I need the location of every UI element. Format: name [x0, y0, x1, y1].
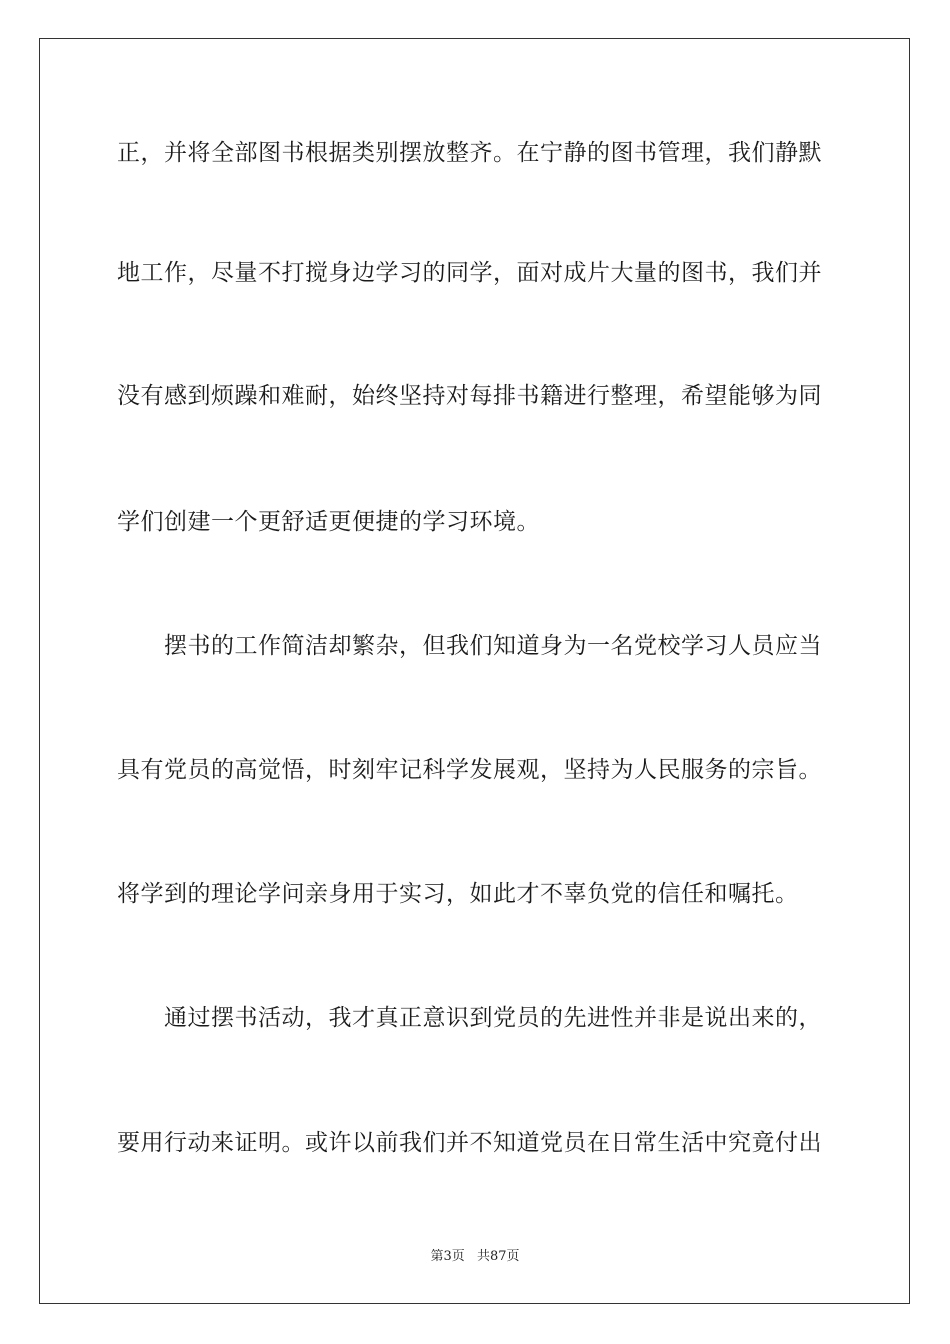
page-number: 第3页	[430, 1249, 465, 1264]
text-line-6: 具有党员的高觉悟，时刻牢记科学发展观，坚持为人民服务的宗旨。	[117, 757, 822, 783]
text-line-1: 正，并将全部图书根据类别摆放整齐。在宁静的图书管理，我们静默	[117, 140, 822, 166]
text-line-5: 摆书的工作简洁却繁杂，但我们知道身为一名党校学习人员应当	[117, 633, 822, 659]
page-footer	[0, 1245, 950, 1264]
text-line-4: 学们创建一个更舒适更便捷的学习环境。	[117, 509, 540, 535]
page-border	[39, 38, 910, 1304]
text-line-2: 地工作，尽量不打搅身边学习的同学，面对成片大量的图书，我们并	[117, 260, 822, 286]
text-line-3: 没有感到烦躁和难耐，始终坚持对每排书籍进行整理，希望能够为同	[117, 383, 822, 409]
text-line-7: 将学到的理论学问亲身用于实习，如此才不辜负党的信任和嘱托。	[117, 881, 799, 907]
text-line-9: 要用行动来证明。或许以前我们并不知道党员在日常生活中究竟付出	[117, 1130, 822, 1156]
text-line-8: 通过摆书活动，我才真正意识到党员的先进性并非是说出来的，	[117, 1005, 822, 1031]
total-pages: 共87页	[476, 1249, 520, 1264]
